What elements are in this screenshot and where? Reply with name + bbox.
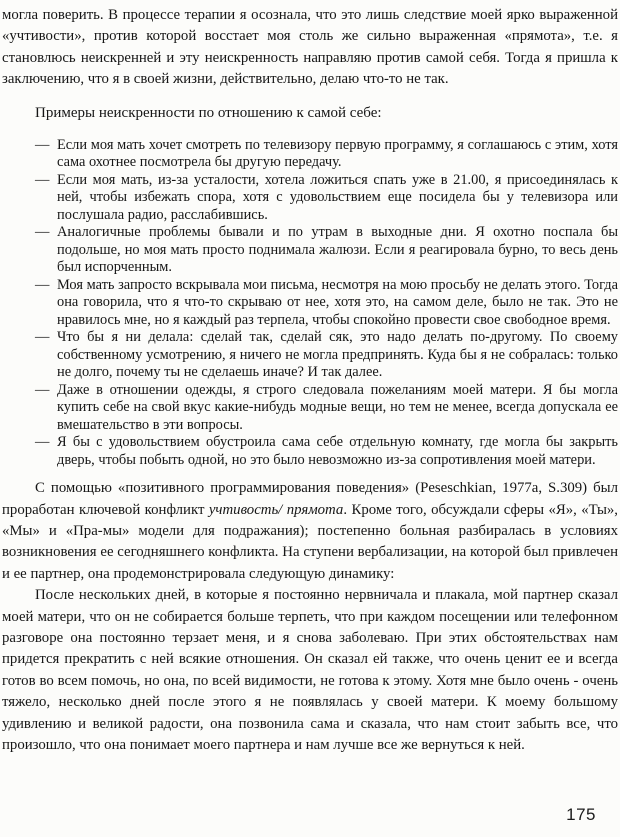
- list-item-text: Если моя мать хочет смотреть по телевизору первую программу, я соглашаюсь с этим, хотя сама охотнее посмотрела бы другую передачу.: [57, 136, 618, 171]
- list-item: [2, 137, 618, 172]
- examples-heading: Примеры неискренности по отношению к самой себе:: [35, 104, 382, 121]
- dash-marker: —: [35, 136, 50, 153]
- dash-marker: —: [35, 329, 50, 346]
- list-item: [2, 172, 618, 225]
- list-item: [2, 382, 618, 435]
- list-item: [2, 434, 618, 469]
- intro-paragraph: могла поверить. В процессе терапии я осознала, что это лишь следствие моей ярко выраженной «учтивости», против которой восстает моя столь же сильно выраженная «прямота», т.е. я становлюсь неискренней и эту неискренность направляю против самой себя. Тогда я пришла к заключению, что я в своей жизни, действительно, делаю что-то не так.: [2, 7, 618, 88]
- list-item-text: Аналогичные проблемы бывали и по утрам в выходные дни. Я охотно поспала бы подольше, но моя мать просто поднимала жалюзи. Если я реагировала бурно, то весь день был испорченным.: [57, 224, 618, 276]
- dash-marker: —: [35, 171, 50, 188]
- list-item-text: Даже в отношении одежды, я строго следовала пожеланиям моей матери. Я бы могла купить себе на свой вкус какие-нибудь модные вещи, но тем не менее, всегда допускала ее вмешательство в эти вопросы.: [57, 381, 618, 433]
- key-conflict-term: учтивость/ прямота: [208, 501, 344, 518]
- list-item-text: Что бы я ни делала: сделай так, сделай сяк, это надо делать по-другому. По своему собственному усмотрению, я ничего не могла предпринять. Куда бы я не собралась: только не долго, почему ты не сделаешь иначе? И так далее.: [57, 329, 618, 381]
- dash-marker: —: [35, 276, 50, 293]
- list-item-text: Если моя мать, из-за усталости, хотела ложиться спать уже в 21.00, я присоединялась к ней, чтобы избежать спора, хотя с удовольствием еще посидела бы у телевизора или послушала радио, расслабившись.: [57, 171, 618, 223]
- key-conflict-after: . Кроме того, обсуждали сферы «Я», «Ты», «Мы» и «Пра-мы» модели для подражания); постепенно больная разбиралась в условиях возникновения ее сегодняшнего конфликта. На ступени вербализации, на которой был привлечен и ее партнер, она продемонстрировала следующую динамику:: [2, 501, 619, 582]
- dash-marker: —: [35, 381, 50, 398]
- examples-list: [2, 137, 618, 470]
- dash-marker: —: [35, 434, 50, 451]
- list-item-text: Моя мать запросто вскрывала мои письма, несмотря на мою просьбу не делать этого. Тогда она говорила, что я что-то скрываю от нее, хотя это, на самом деле, было не так. Это не нравилось мне, но я каждый раз терпела, чтобы спокойно провести свое свободное время.: [57, 276, 618, 328]
- patient-quote-paragraph: После нескольких дней, в которые я постоянно нервничала и плакала, мой партнер сказал моей матери, что он не собирается больше терпеть, что при каждом посещении или телефонном разговоре она постоянно терзает меня, и я снова заболеваю. При этих обстоятельствах нам придется прекратить с ней всякие отношения. Он сказал ей также, что очень ценит ее и всегда готов во всем помочь, но она, по всей видимости, не готова к этому. Хотя мне было очень - очень тяжело, несколько дней после этого я не появлялась у своей матери. К моему большому удивлению и великой радости, она позвонила сама и сказала, что нам стоит забыть все, что произошло, что она понимает моего партнера и нам лучше все же вернуться к ней.: [2, 587, 618, 753]
- list-item: [2, 277, 618, 330]
- list-item: [2, 329, 618, 382]
- key-conflict-before: С помощью «позитивного программирования поведения» (Peseschkian, 1977a, S.309) был проработан ключевой конфликт: [2, 480, 618, 518]
- key-conflict-paragraph: [2, 478, 618, 585]
- dash-marker: —: [35, 224, 50, 241]
- list-item: [2, 224, 618, 277]
- page-number: 175: [566, 805, 596, 824]
- list-item-text: Я бы с удовольствием обустроила сама себе отдельную комнату, где могла бы закрыть дверь, чтобы побыть одной, но это было невозможно из-за сопротивления моей матери.: [57, 434, 618, 468]
